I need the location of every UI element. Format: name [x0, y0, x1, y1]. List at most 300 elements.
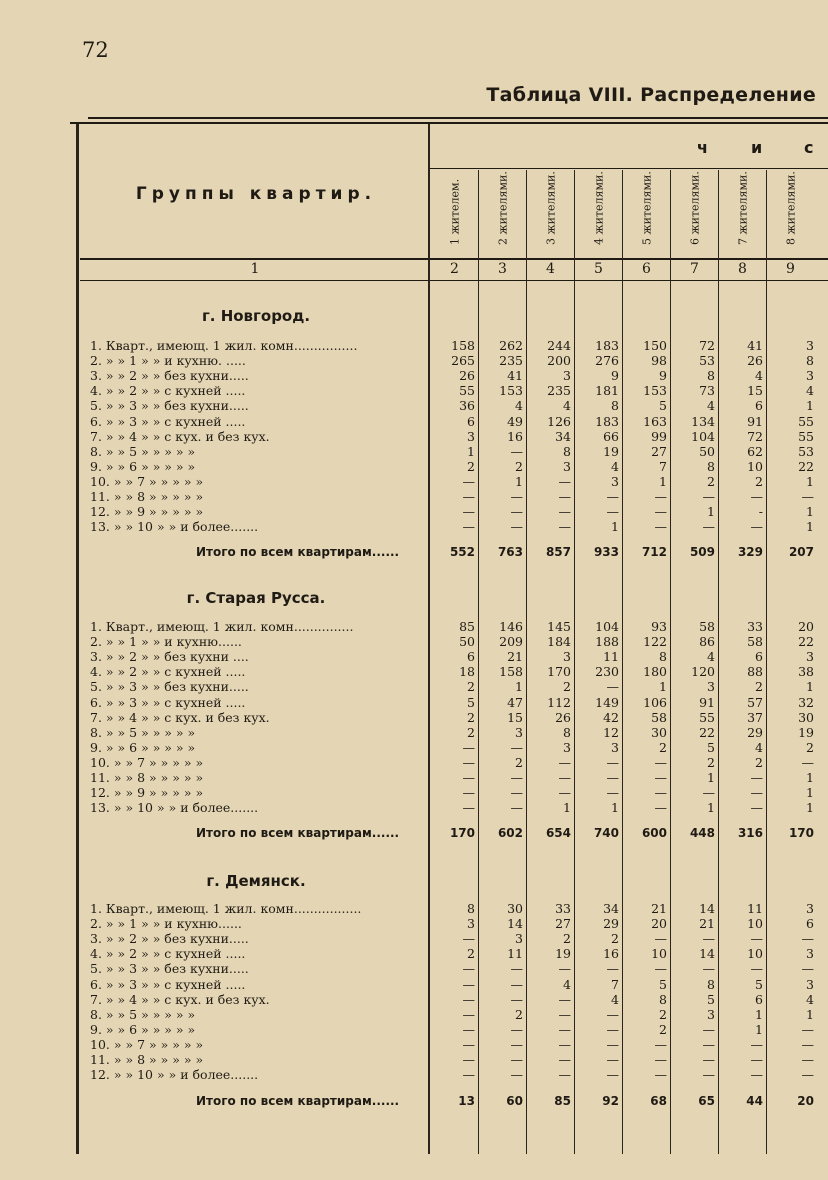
table-cell: 158 — [451, 338, 475, 353]
table-cell: 2 — [563, 931, 571, 947]
table-cell: 6 — [467, 649, 475, 665]
table-cell: 98 — [651, 353, 667, 369]
table-row — [0, 710, 828, 725]
table-cell: 153 — [499, 383, 523, 399]
total-cell: 933 — [593, 545, 619, 559]
table-title: Таблица VIII. Распределение — [486, 84, 816, 106]
table-cell: — — [702, 785, 715, 801]
table-cell: 4 — [611, 991, 619, 1007]
table-cell: 2 — [707, 754, 715, 770]
table-cell: — — [654, 931, 667, 947]
table-cell: 27 — [651, 443, 667, 459]
table-cell: 22 — [798, 458, 814, 474]
table-cell: 230 — [595, 664, 619, 680]
table-cell: — — [801, 489, 814, 504]
table-cell: 4 — [707, 398, 715, 414]
table-cell: — — [462, 931, 475, 947]
table-cell: — — [801, 961, 814, 977]
table-cell: 91 — [699, 694, 715, 710]
total-cell: 68 — [650, 1094, 667, 1108]
table-cell: — — [558, 473, 571, 489]
table-cell: 12 — [603, 724, 619, 740]
table-row — [0, 1007, 828, 1022]
row-label: 4. » » 2 » » с кухней ..... — [90, 946, 246, 962]
row-label: 4. » » 2 » » с кухней ..... — [90, 664, 246, 680]
row-label: 5. » » 3 » » без кухни..... — [90, 961, 249, 977]
row-label: 12. » » 10 » » и более....... — [90, 1067, 259, 1083]
table-cell: — — [750, 961, 763, 977]
table-cell: — — [654, 1052, 667, 1067]
table-cell: 47 — [507, 694, 523, 710]
table-cell: 3 — [515, 931, 523, 947]
row-label: 2. » » 1 » » и кухню...... — [90, 634, 242, 650]
table-row — [0, 474, 828, 489]
table-cell: 2 — [467, 458, 475, 474]
table-cell: 27 — [555, 916, 571, 932]
table-row — [0, 444, 828, 459]
table-cell: 235 — [547, 383, 571, 399]
table-cell: — — [510, 489, 523, 504]
row-label: 11. » » 8 » » » » » — [90, 489, 204, 504]
table-cell: — — [606, 504, 619, 520]
table-cell: 2 — [467, 724, 475, 740]
table-cell: - — [758, 504, 763, 520]
table-cell: 1 — [755, 1021, 763, 1037]
top-rule — [88, 117, 828, 119]
row-label: 5. » » 3 » » без кухни..... — [90, 398, 249, 414]
table-cell: 8 — [806, 353, 814, 369]
row-label: 4. » » 2 » » с кухней ..... — [90, 383, 246, 399]
row-label: 1. Кварт., имеющ. 1 жил. комн............... — [90, 619, 354, 634]
table-cell: 8 — [659, 649, 667, 665]
table-cell: 4 — [515, 398, 523, 414]
table-cell: 184 — [547, 634, 571, 650]
row-label: 13. » » 10 » » и более....... — [90, 519, 259, 535]
total-cell: 65 — [698, 1094, 715, 1108]
table-cell: — — [801, 1036, 814, 1052]
table-cell: — — [462, 739, 475, 755]
table-cell: 6 — [467, 413, 475, 429]
table-row — [0, 519, 828, 534]
table-cell: — — [606, 1036, 619, 1052]
table-cell: 4 — [755, 368, 763, 384]
city-heading: г. Новгород. — [201, 307, 311, 325]
table-cell: 6 — [755, 398, 763, 414]
column-number: 5 — [594, 261, 603, 277]
column-header: 3 жителями. — [544, 171, 557, 245]
table-cell: — — [558, 991, 571, 1007]
table-cell: 30 — [798, 709, 814, 725]
table-cell: 29 — [603, 916, 619, 932]
total-cell: 600 — [641, 826, 667, 840]
table-cell: 3 — [467, 916, 475, 932]
column-header: 5 жителями. — [640, 171, 653, 245]
table-cell: — — [462, 976, 475, 992]
table-cell: — — [510, 1036, 523, 1052]
table-cell: 5 — [467, 694, 475, 710]
table-cell: — — [606, 679, 619, 695]
column-number: 4 — [546, 261, 555, 277]
table-cell: — — [462, 489, 475, 504]
table-cell: — — [654, 519, 667, 535]
total-row — [0, 1094, 828, 1109]
row-label: 1. Кварт., имеющ. 1 жил. комн................. — [90, 901, 362, 916]
table-cell: — — [558, 785, 571, 801]
table-cell: — — [558, 1067, 571, 1083]
table-cell: 262 — [499, 338, 523, 353]
table-cell: 72 — [699, 338, 715, 353]
table-cell: — — [750, 489, 763, 504]
table-cell: — — [702, 1052, 715, 1067]
table-cell: 62 — [747, 443, 763, 459]
page-number: 72 — [82, 38, 109, 62]
table-cell: 72 — [747, 428, 763, 444]
table-cell: — — [750, 1052, 763, 1067]
table-cell: 181 — [595, 383, 619, 399]
table-cell: — — [510, 1067, 523, 1083]
table-cell: 37 — [747, 709, 763, 725]
table-cell: — — [462, 991, 475, 1007]
table-cell: — — [462, 1006, 475, 1022]
table-cell: 265 — [451, 353, 475, 369]
table-row — [0, 368, 828, 383]
table-cell: 2 — [515, 458, 523, 474]
total-cell: 44 — [746, 1094, 763, 1108]
table-cell: 180 — [643, 664, 667, 680]
total-cell: 85 — [554, 1094, 571, 1108]
table-cell: 8 — [707, 458, 715, 474]
table-cell: 1 — [806, 770, 814, 785]
column-number: 1 — [250, 261, 260, 277]
table-cell: 3 — [707, 679, 715, 695]
table-cell: — — [558, 1021, 571, 1037]
table-cell: — — [750, 931, 763, 947]
table-cell: 3 — [806, 649, 814, 665]
table-cell: 2 — [467, 709, 475, 725]
table-cell: 1 — [707, 770, 715, 785]
table-cell: 1 — [806, 519, 814, 535]
table-cell: 2 — [806, 739, 814, 755]
table-cell: 9 — [611, 368, 619, 384]
total-label: Итого по всем квартирам...... — [196, 545, 400, 559]
row-label: 10. » » 7 » » » » » — [90, 754, 204, 770]
row-label: 6. » » 3 » » с кухней ..... — [90, 976, 246, 992]
total-cell: 20 — [797, 1094, 814, 1108]
table-row — [0, 1037, 828, 1052]
table-cell: 55 — [699, 709, 715, 725]
table-cell: 53 — [699, 353, 715, 369]
super-letter: с — [804, 138, 814, 157]
table-cell: 3 — [806, 368, 814, 384]
table-cell: 158 — [499, 664, 523, 680]
table-row — [0, 398, 828, 413]
table-cell: 3 — [563, 739, 571, 755]
table-cell: — — [510, 976, 523, 992]
column-number: 7 — [690, 261, 699, 277]
table-cell: 5 — [755, 976, 763, 992]
table-cell: — — [606, 1052, 619, 1067]
table-cell: 276 — [595, 353, 619, 369]
header-super-rule — [430, 168, 828, 169]
row-label: 7. » » 4 » » с кух. и без кух. — [90, 428, 270, 444]
table-cell: — — [654, 785, 667, 801]
table-cell: — — [801, 1052, 814, 1067]
table-cell: 104 — [691, 428, 715, 444]
table-cell: 30 — [651, 724, 667, 740]
table-row — [0, 931, 828, 946]
table-cell: 26 — [747, 353, 763, 369]
table-cell: 33 — [555, 901, 571, 916]
table-cell: 6 — [755, 991, 763, 1007]
table-cell: — — [801, 931, 814, 947]
table-cell: — — [510, 739, 523, 755]
table-cell: — — [510, 770, 523, 785]
row-label: 10. » » 7 » » » » » — [90, 1036, 204, 1052]
table-cell: 21 — [651, 901, 667, 916]
table-row — [0, 755, 828, 770]
top-rule-2 — [70, 122, 828, 124]
row-label: 9. » » 6 » » » » » — [90, 1021, 196, 1037]
column-number: 2 — [450, 261, 459, 277]
total-cell: 60 — [506, 1094, 523, 1108]
table-cell: 8 — [611, 398, 619, 414]
table-row — [0, 634, 828, 649]
table-cell: 16 — [603, 946, 619, 962]
row-label: 7. » » 4 » » с кух. и без кух. — [90, 709, 270, 725]
table-cell: 2 — [563, 679, 571, 695]
table-cell: — — [750, 519, 763, 535]
table-cell: 209 — [499, 634, 523, 650]
total-label: Итого по всем квартирам...... — [196, 826, 400, 840]
table-row — [0, 504, 828, 519]
total-cell: 316 — [737, 826, 763, 840]
table-cell: 1 — [515, 473, 523, 489]
table-cell: — — [510, 443, 523, 459]
table-cell: — — [462, 770, 475, 785]
table-cell: — — [606, 1021, 619, 1037]
table-cell: 93 — [651, 619, 667, 634]
table-cell: — — [510, 961, 523, 977]
table-cell: 41 — [747, 338, 763, 353]
column-header: 7 жителями. — [736, 171, 749, 245]
table-cell: 4 — [806, 991, 814, 1007]
table-cell: 2 — [755, 473, 763, 489]
table-cell: 2 — [755, 679, 763, 695]
table-cell: 21 — [507, 649, 523, 665]
row-label: 6. » » 3 » » с кухней ..... — [90, 694, 246, 710]
table-cell: — — [462, 519, 475, 535]
table-cell: — — [750, 800, 763, 816]
table-cell: 1 — [806, 1006, 814, 1022]
table-row — [0, 695, 828, 710]
table-cell: 32 — [798, 694, 814, 710]
total-cell: 448 — [689, 826, 715, 840]
table-cell: 8 — [563, 443, 571, 459]
table-row — [0, 489, 828, 504]
table-row — [0, 459, 828, 474]
table-cell: 55 — [459, 383, 475, 399]
table-cell: 163 — [643, 413, 667, 429]
table-cell: 5 — [707, 991, 715, 1007]
row-label: 11. » » 8 » » » » » — [90, 1052, 204, 1067]
table-cell: — — [510, 1021, 523, 1037]
row-label: 12. » » 9 » » » » » — [90, 504, 204, 520]
table-row — [0, 740, 828, 755]
table-cell: — — [462, 1036, 475, 1052]
table-cell: 1 — [611, 800, 619, 816]
table-cell: 14 — [507, 916, 523, 932]
table-cell: — — [558, 961, 571, 977]
row-label: 2. » » 1 » » и кухню. ..... — [90, 353, 246, 369]
table-cell: 10 — [747, 458, 763, 474]
table-cell: — — [654, 961, 667, 977]
table-row — [0, 338, 828, 353]
table-cell: 8 — [467, 901, 475, 916]
table-cell: 10 — [747, 946, 763, 962]
table-cell: 2 — [515, 754, 523, 770]
table-row — [0, 977, 828, 992]
table-cell: 106 — [643, 694, 667, 710]
table-cell: 3 — [707, 1006, 715, 1022]
column-header: 4 жителями. — [592, 171, 605, 245]
table-cell: — — [510, 504, 523, 520]
table-cell: 4 — [707, 649, 715, 665]
table-cell: — — [558, 1036, 571, 1052]
table-row — [0, 725, 828, 740]
table-row — [0, 785, 828, 800]
table-cell: 4 — [563, 976, 571, 992]
table-cell: 14 — [699, 946, 715, 962]
column-header: 1 жителем. — [448, 178, 461, 245]
table-cell: — — [702, 931, 715, 947]
table-cell: 4 — [611, 458, 619, 474]
column-header: 8 жителями. — [784, 171, 797, 245]
table-cell: — — [462, 1021, 475, 1037]
number-row-rule — [80, 280, 828, 281]
table-cell: 122 — [643, 634, 667, 650]
table-cell: 41 — [507, 368, 523, 384]
table-cell: 1 — [659, 679, 667, 695]
table-cell: 20 — [651, 916, 667, 932]
table-cell: 7 — [611, 976, 619, 992]
table-cell: — — [702, 1036, 715, 1052]
table-cell: 1 — [806, 800, 814, 816]
table-cell: 16 — [507, 428, 523, 444]
column-header: 2 жителями. — [496, 171, 509, 245]
table-cell: 153 — [643, 383, 667, 399]
column-header: 6 жителями. — [688, 171, 701, 245]
table-cell: 2 — [659, 739, 667, 755]
table-row — [0, 992, 828, 1007]
table-cell: — — [606, 489, 619, 504]
table-cell: 1 — [611, 519, 619, 535]
row-label: 2. » » 1 » » и кухню...... — [90, 916, 242, 932]
table-cell: 99 — [651, 428, 667, 444]
table-cell: 3 — [515, 724, 523, 740]
table-cell: — — [558, 519, 571, 535]
table-cell: — — [462, 473, 475, 489]
table-cell: — — [558, 504, 571, 520]
total-cell: 712 — [641, 545, 667, 559]
table-cell: 1 — [806, 473, 814, 489]
table-cell: 150 — [643, 338, 667, 353]
table-row — [0, 1067, 828, 1082]
table-cell: — — [462, 1067, 475, 1083]
table-cell: 183 — [595, 413, 619, 429]
table-cell: 2 — [755, 754, 763, 770]
table-row — [0, 1052, 828, 1067]
table-cell: 3 — [611, 473, 619, 489]
table-cell: — — [462, 800, 475, 816]
table-cell: 244 — [547, 338, 571, 353]
table-cell: — — [654, 504, 667, 520]
table-cell: 3 — [806, 946, 814, 962]
table-cell: 11 — [507, 946, 523, 962]
row-label: 3. » » 2 » » без кухни..... — [90, 368, 249, 384]
total-cell: 207 — [788, 545, 814, 559]
table-cell: 2 — [659, 1021, 667, 1037]
total-cell: 13 — [458, 1094, 475, 1108]
table-cell: 170 — [547, 664, 571, 680]
table-cell: — — [558, 770, 571, 785]
row-label: 11. » » 8 » » » » » — [90, 770, 204, 785]
table-cell: 183 — [595, 338, 619, 353]
table-cell: 36 — [459, 398, 475, 414]
table-cell: 11 — [603, 649, 619, 665]
table-cell: 3 — [563, 649, 571, 665]
table-cell: — — [606, 1067, 619, 1083]
table-row — [0, 946, 828, 961]
table-cell: 49 — [507, 413, 523, 429]
total-cell: 329 — [737, 545, 763, 559]
table-row — [0, 901, 828, 916]
table-cell: 8 — [659, 991, 667, 1007]
total-cell: 857 — [545, 545, 571, 559]
total-cell: 602 — [497, 826, 523, 840]
table-cell: 5 — [659, 976, 667, 992]
total-cell: 740 — [593, 826, 619, 840]
table-cell: — — [558, 754, 571, 770]
table-cell: 126 — [547, 413, 571, 429]
table-cell: 66 — [603, 428, 619, 444]
row-label: 8. » » 5 » » » » » — [90, 443, 196, 459]
table-row — [0, 679, 828, 694]
table-cell: 1 — [707, 504, 715, 520]
total-cell: 552 — [449, 545, 475, 559]
table-cell: 55 — [798, 413, 814, 429]
table-cell: 11 — [747, 901, 763, 916]
table-cell: — — [606, 785, 619, 801]
table-cell: — — [558, 489, 571, 504]
table-cell: 22 — [699, 724, 715, 740]
table-cell: — — [801, 1021, 814, 1037]
table-cell: — — [606, 770, 619, 785]
table-cell: — — [750, 770, 763, 785]
table-cell: 4 — [563, 398, 571, 414]
table-cell: 1 — [806, 398, 814, 414]
row-label: 7. » » 4 » » с кух. и без кух. — [90, 991, 270, 1007]
super-letter: ч — [697, 138, 708, 157]
table-cell: 7 — [659, 458, 667, 474]
table-cell: — — [462, 1052, 475, 1067]
table-cell: 19 — [555, 946, 571, 962]
super-letter: и — [751, 138, 763, 157]
column-number: 8 — [738, 261, 747, 277]
table-cell: 2 — [611, 931, 619, 947]
table-cell: 29 — [747, 724, 763, 740]
table-cell: 19 — [603, 443, 619, 459]
table-cell: — — [654, 1036, 667, 1052]
